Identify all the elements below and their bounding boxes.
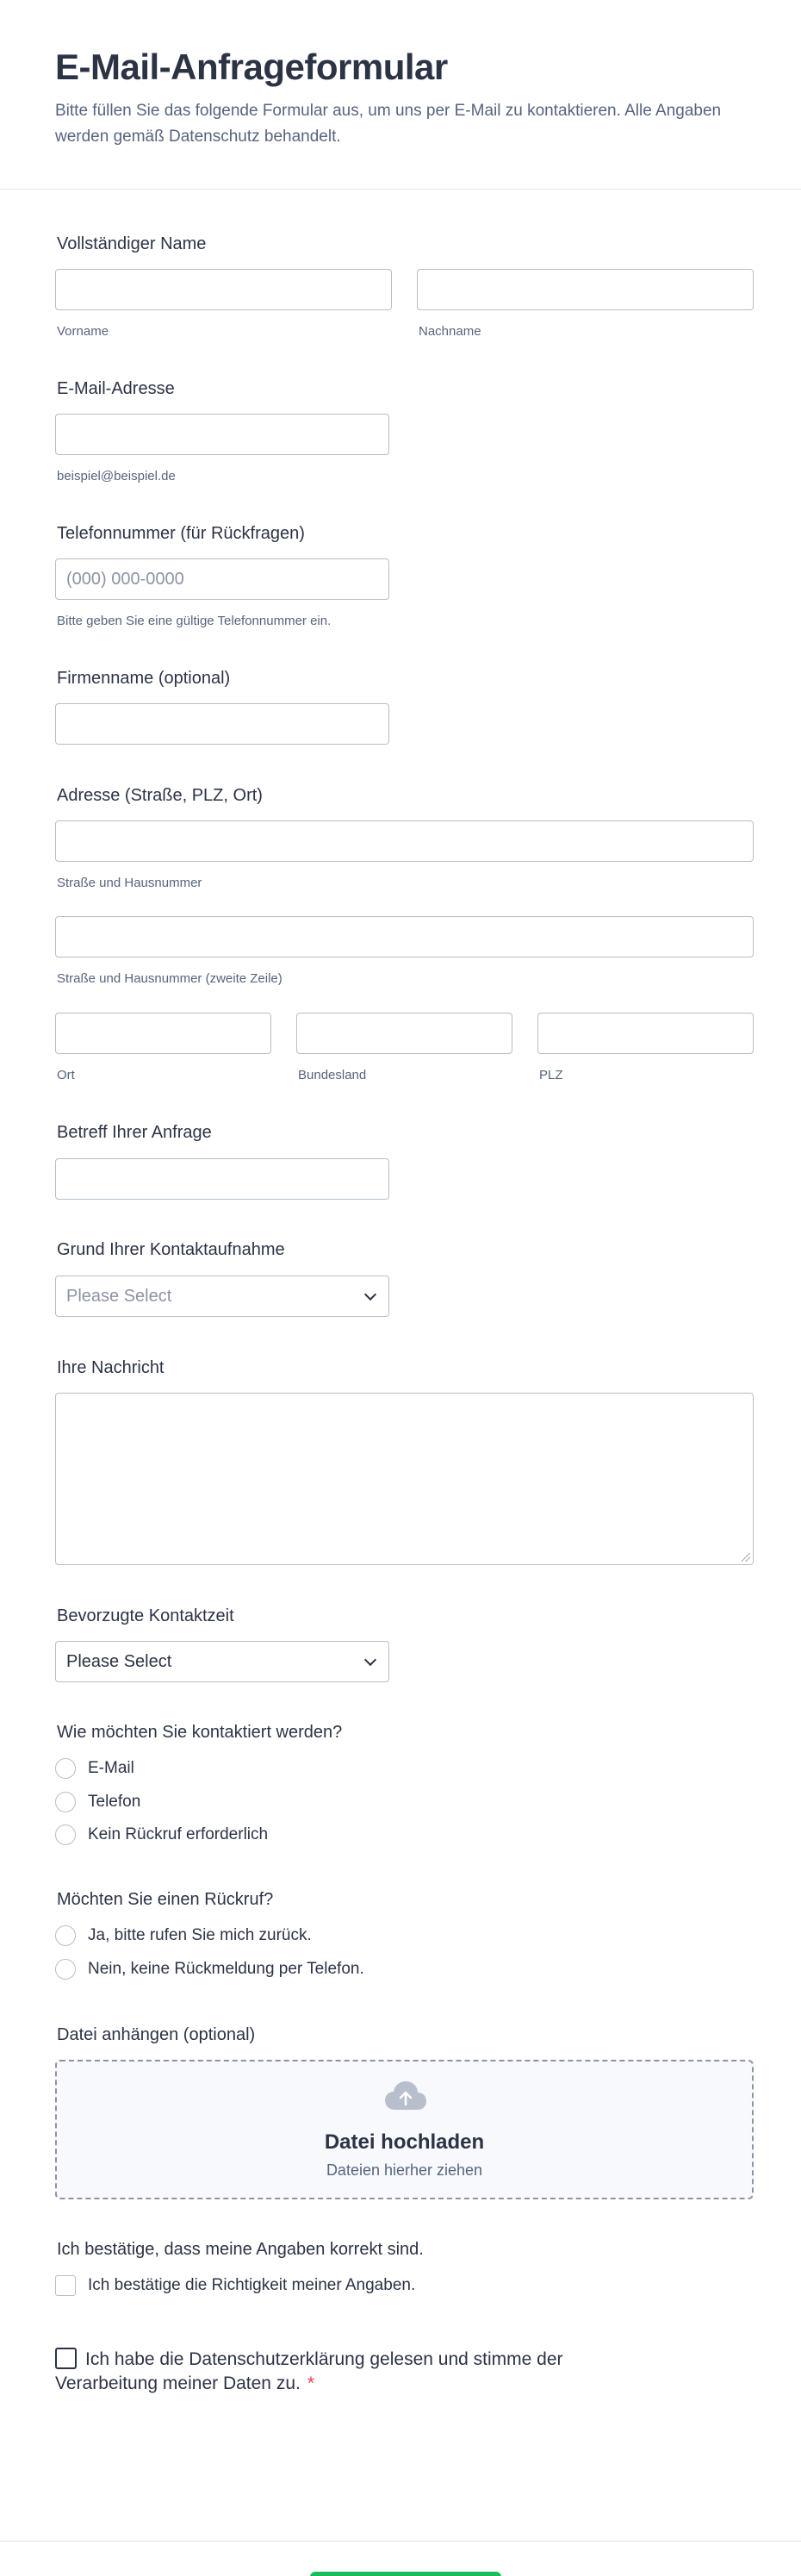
street1-sublabel: Straße und Hausnummer xyxy=(57,876,202,890)
radio-button[interactable] xyxy=(55,1959,76,1980)
required-mark: * xyxy=(307,2373,315,2393)
radio-button[interactable] xyxy=(55,1824,76,1845)
state-sublabel: Bundesland xyxy=(298,1068,367,1082)
form-title: E-Mail-Anfrageformular xyxy=(55,47,448,87)
file-upload-dropzone[interactable] xyxy=(55,2060,754,2199)
email-input[interactable] xyxy=(55,414,389,455)
radio-button[interactable] xyxy=(55,1792,76,1812)
reason-select-value: Please Select xyxy=(66,1286,172,1306)
form-header xyxy=(0,0,801,190)
radio-option-label: Nein, keine Rückmeldung per Telefon. xyxy=(88,1960,364,1978)
form-subtitle: Bitte füllen Sie das folgende Formular aus, um uns per E-Mail zu kontaktieren. Alle Angaben werden gemäß Datenschutz behandelt. xyxy=(55,102,722,146)
upload-label: Datei anhängen (optional) xyxy=(57,2025,256,2044)
confirm-option-label: Ich bestätige die Richtigkeit meiner Angaben. xyxy=(88,2276,416,2294)
message-label: Ihre Nachricht xyxy=(57,1358,165,1377)
zip-sublabel: PLZ xyxy=(539,1068,563,1082)
company-input[interactable] xyxy=(55,703,389,745)
submit-button[interactable] xyxy=(310,2572,501,2576)
state-input[interactable] xyxy=(296,1013,512,1054)
street1-input[interactable] xyxy=(55,820,754,862)
subject-input[interactable] xyxy=(55,1158,389,1200)
reason-label: Grund Ihrer Kontaktaufnahme xyxy=(57,1240,285,1259)
phone-sublabel: Bitte geben Sie eine gültige Telefonnummer ein. xyxy=(57,614,332,628)
radio-option-no-callback[interactable] xyxy=(55,1823,268,1847)
radio-button[interactable] xyxy=(55,1925,76,1946)
last-name-sublabel: Nachname xyxy=(419,324,481,339)
contact-method-label: Wie möchten Sie kontaktiert werden? xyxy=(57,1723,343,1742)
radio-option-phone[interactable] xyxy=(55,1790,140,1814)
contact-time-select-value: Please Select xyxy=(66,1651,172,1671)
first-name-input[interactable] xyxy=(55,269,392,310)
chevron-down-icon xyxy=(364,1653,376,1665)
chevron-down-icon xyxy=(364,1288,376,1300)
zip-input[interactable] xyxy=(537,1013,754,1054)
confirm-label: Ich bestätige, dass meine Angaben korrekt sind. xyxy=(57,2240,424,2259)
message-textarea[interactable] xyxy=(55,1393,754,1565)
email-sublabel: beispiel@beispiel.de xyxy=(57,469,176,483)
radio-option-label: Kein Rückruf erforderlich xyxy=(88,1825,269,1843)
city-sublabel: Ort xyxy=(57,1068,75,1082)
email-label: E-Mail-Adresse xyxy=(57,379,175,398)
city-input[interactable] xyxy=(55,1013,271,1054)
radio-option-label: E-Mail xyxy=(88,1759,134,1777)
upload-subtitle: Dateien hierher ziehen xyxy=(326,2161,483,2179)
street2-input[interactable] xyxy=(55,916,754,957)
radio-button[interactable] xyxy=(55,1758,76,1779)
last-name-input[interactable] xyxy=(417,269,754,310)
upload-title: Datei hochladen xyxy=(324,2130,485,2154)
confirm-checkbox[interactable] xyxy=(55,2275,76,2296)
radio-option-callback-no[interactable] xyxy=(55,1957,364,1981)
contact-time-select[interactable] xyxy=(55,1641,389,1682)
confirm-option[interactable] xyxy=(55,2273,415,2298)
company-label: Firmenname (optional) xyxy=(57,669,231,688)
radio-option-label: Telefon xyxy=(88,1793,141,1811)
radio-option-email[interactable] xyxy=(55,1756,134,1781)
phone-input[interactable] xyxy=(55,558,389,600)
phone-label: Telefonnummer (für Rückfragen) xyxy=(57,524,305,543)
callback-label: Möchten Sie einen Rückruf? xyxy=(57,1890,274,1909)
privacy-consent[interactable] xyxy=(55,2348,606,2396)
address-label: Adresse (Straße, PLZ, Ort) xyxy=(57,786,263,805)
footer-divider xyxy=(0,2541,801,2542)
contact-time-label: Bevorzugte Kontaktzeit xyxy=(57,1606,234,1625)
street2-sublabel: Straße und Hausnummer (zweite Zeile) xyxy=(57,971,283,986)
resize-handle-icon[interactable] xyxy=(742,1553,750,1562)
radio-option-callback-yes[interactable] xyxy=(55,1924,312,1948)
first-name-sublabel: Vorname xyxy=(57,324,109,339)
full-name-label: Vollständiger Name xyxy=(57,234,207,253)
cloud-upload-icon xyxy=(383,2079,428,2113)
subject-label: Betreff Ihrer Anfrage xyxy=(57,1123,212,1142)
radio-option-label: Ja, bitte rufen Sie mich zurück. xyxy=(88,1926,312,1944)
privacy-text: Ich habe die Datenschutzerklärung gelesen und stimme der Verarbeitung meiner Daten zu. xyxy=(55,2349,563,2393)
reason-select[interactable] xyxy=(55,1276,389,1317)
privacy-checkbox[interactable] xyxy=(55,2348,77,2369)
